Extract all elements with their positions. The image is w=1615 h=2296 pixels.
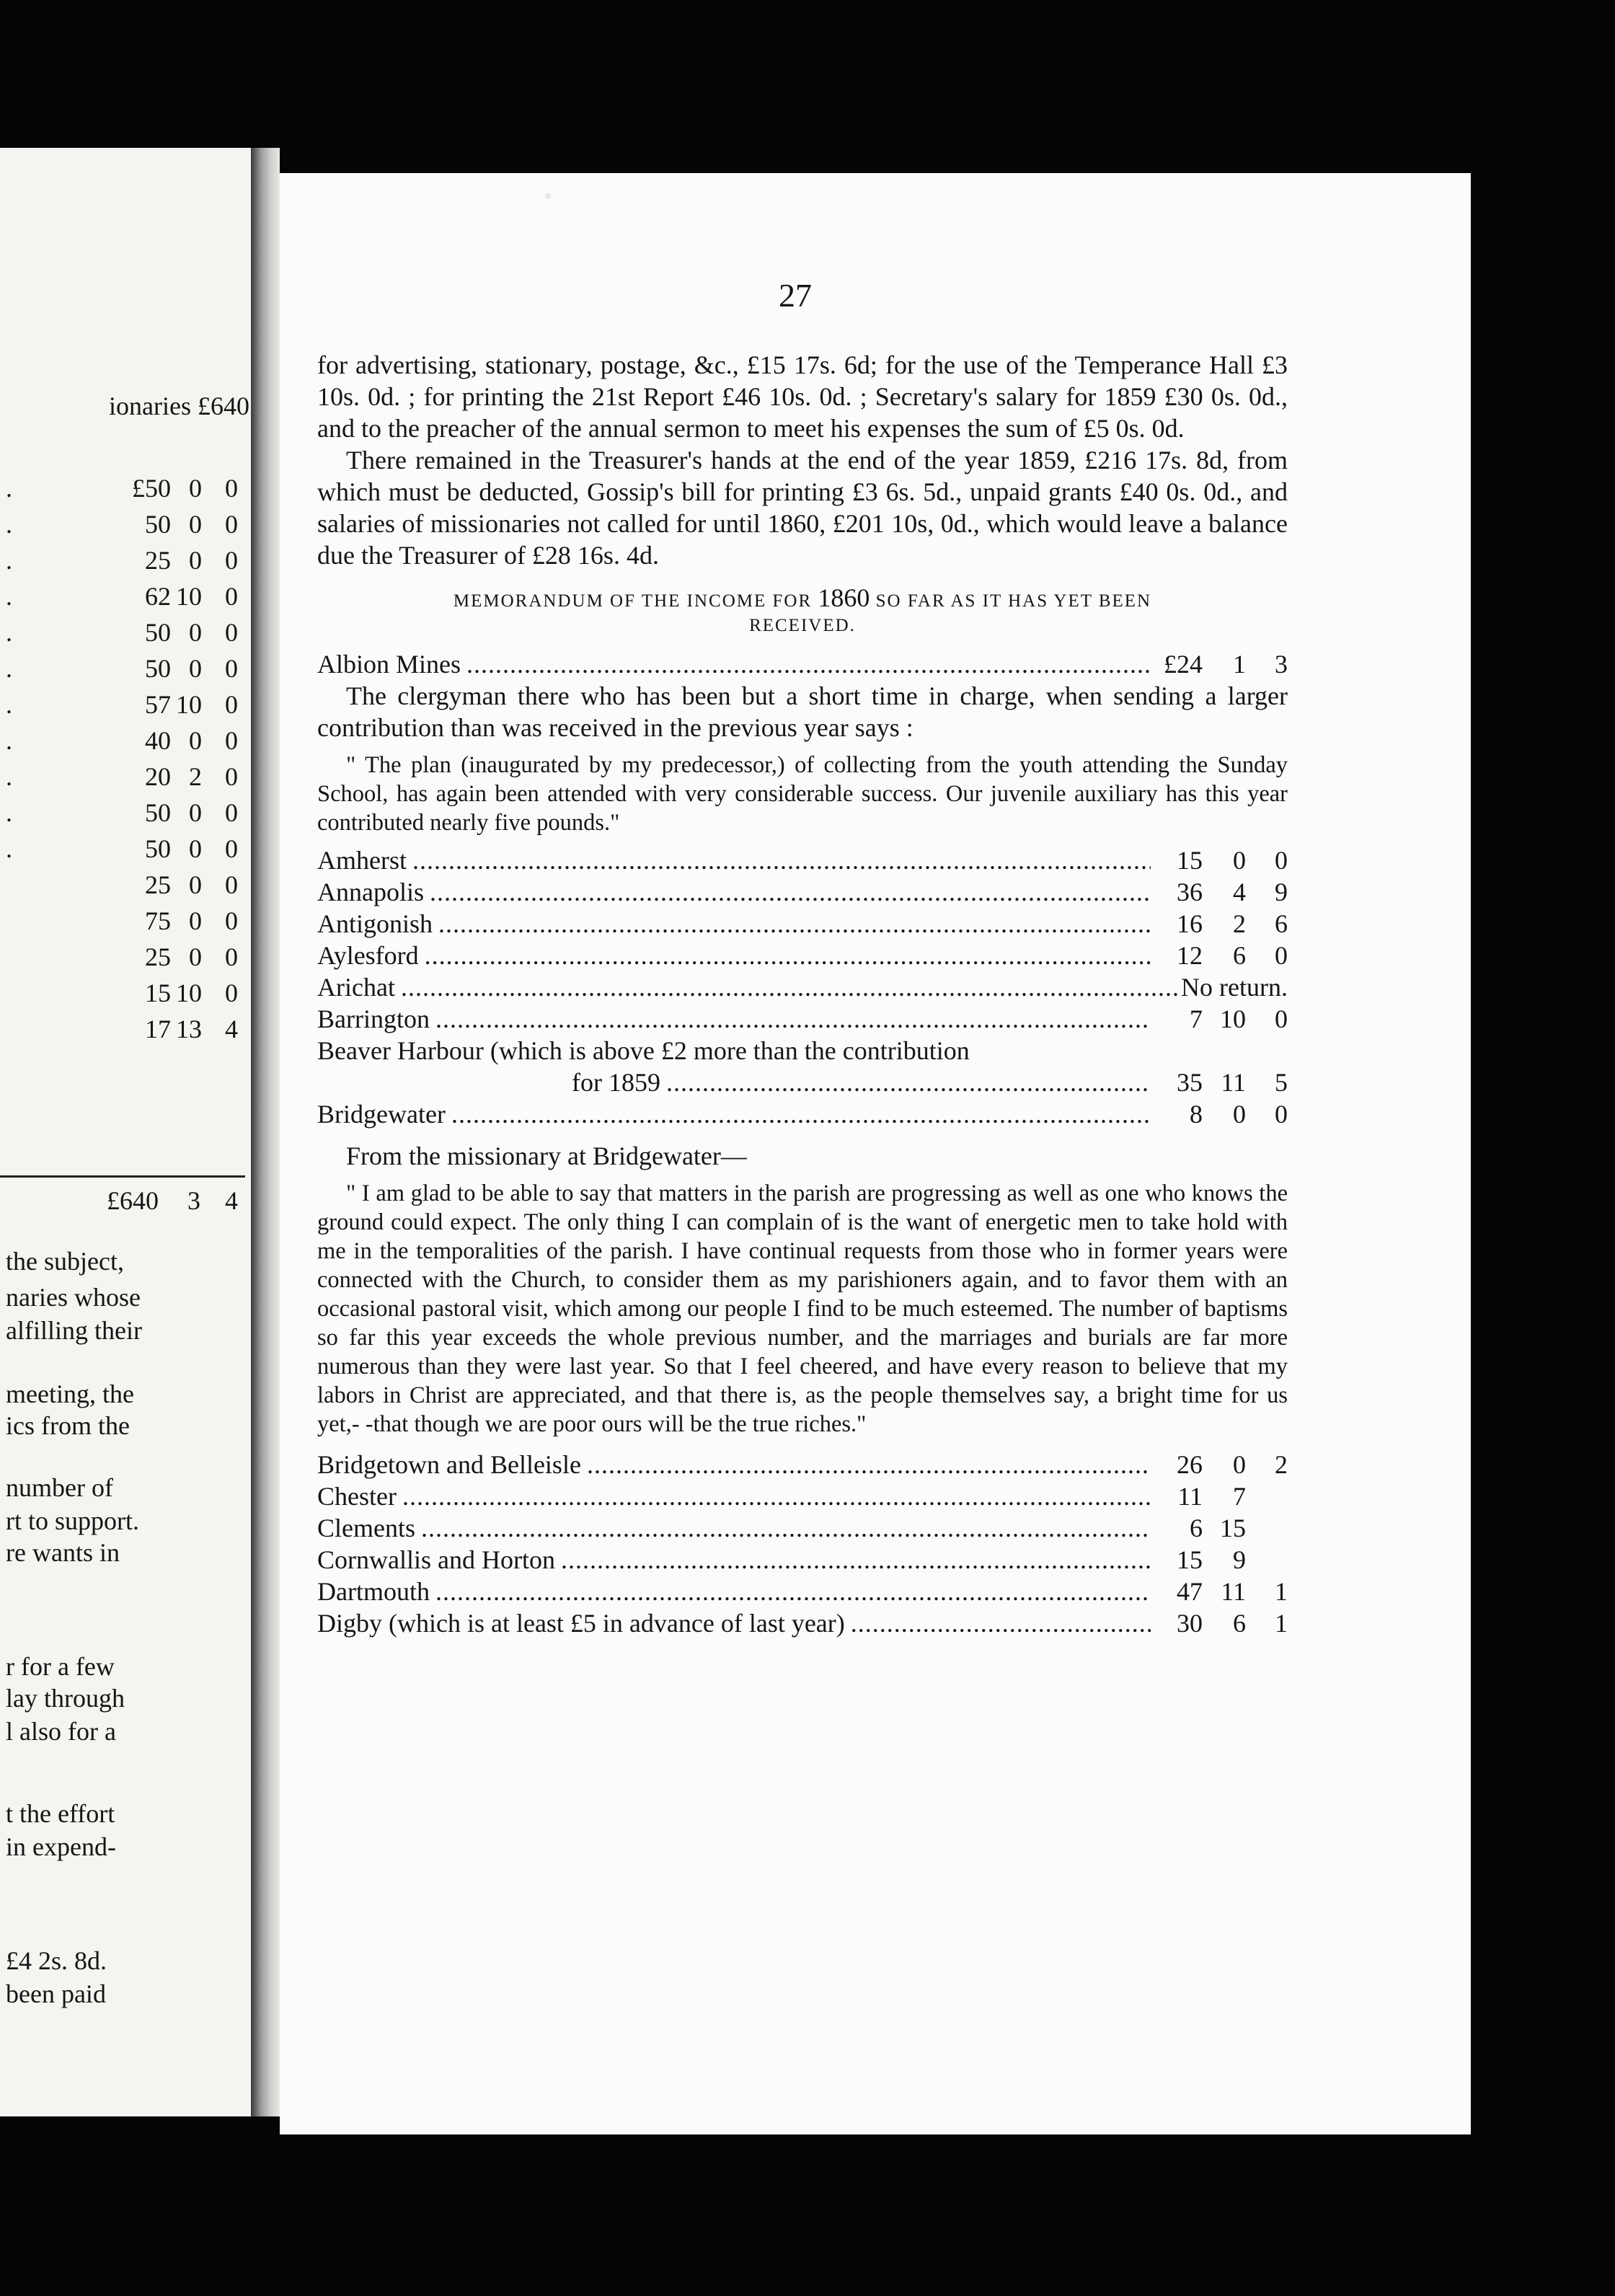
entry-barrington: Barrington ..... 7 10 0: [317, 1003, 1288, 1035]
entry-row: [317, 844, 1288, 876]
entry-bridgewater: Bridgewater ..... 8 0 0: [317, 1098, 1288, 1130]
left-text-fragment: r for a few: [6, 1652, 115, 1681]
left-text-fragment: the subject,: [6, 1247, 124, 1276]
entry-row: [317, 940, 1288, 971]
entries-group-1: [317, 844, 1288, 971]
left-text-fragment: number of: [6, 1473, 113, 1502]
entry-label: Bridgetown and Belleisle: [317, 1450, 581, 1479]
entry-row: [317, 876, 1288, 908]
entry-arichat: Arichat ..... No return.: [317, 971, 1288, 1003]
left-text-fragment: t the effort: [6, 1799, 115, 1828]
clergyman-paragraph: The clergyman there who has been but a short time in charge, when sending a larger contribution than was received in the previous year says :: [317, 681, 1288, 742]
left-text-fragment: lay through: [6, 1684, 125, 1713]
leader-dots: [407, 844, 1151, 876]
entry-row: [317, 1480, 1288, 1512]
page-body: [317, 349, 1288, 1639]
leader-dots: [555, 1544, 1151, 1576]
leader-dots: [415, 1512, 1151, 1544]
speck: [545, 193, 551, 199]
page-number: 27: [779, 277, 812, 314]
leader-dots: [430, 1576, 1151, 1607]
entry-amount: 6 15: [1190, 1514, 1246, 1542]
entry-amount: 15 9: [1177, 1545, 1246, 1574]
paragraph-expenses: for advertising, stationary, postage, &c., £15 17s. 6d; for the use of the Temperance Hall £3 10s. 0d. ; for printing the 21st Report £46 10s. 0d. ; Secretary's salary for 1859 £30 0s. 0d., and to the preacher of the annual sermon to meet his expenses the sum of £5 0s. 0d.: [317, 350, 1288, 443]
left-total-rule: [0, 1175, 245, 1178]
leader-dots: [581, 1449, 1151, 1480]
entry-label: Dartmouth: [317, 1577, 430, 1606]
entry-label: Annapolis: [317, 878, 424, 906]
entries-group-2: [317, 1449, 1288, 1639]
entry-row: [317, 1512, 1288, 1544]
leader-dots: [845, 1607, 1151, 1639]
memorandum-heading: MEMORANDUM OF THE INCOME FOR 1860 SO FAR AS IT HAS YET BEEN RECEIVED.: [453, 583, 1152, 635]
entry-amount: 30 6 1: [1177, 1609, 1288, 1638]
entry-amount: 26 0 2: [1177, 1450, 1288, 1479]
entry-label: Chester: [317, 1482, 397, 1511]
left-text-fragment: ics from the: [6, 1411, 130, 1440]
entry-row: [317, 1576, 1288, 1607]
left-text-fragment: alfilling their: [6, 1316, 142, 1345]
entry-amount: 15 0 0: [1177, 846, 1288, 875]
entry-amount: 36 4 9: [1177, 878, 1288, 906]
entry-label: Cornwallis and Horton: [317, 1545, 555, 1574]
entry-amount: 11 7: [1177, 1482, 1246, 1511]
left-text-fragment: re wants in: [6, 1538, 120, 1567]
left-text-fragment: meeting, the: [6, 1379, 134, 1408]
leader-dots: [424, 876, 1151, 908]
quote-predecessor: " The plan (inaugurated by my predecessor,) of collecting from the youth attending the Sunday School, has again been attended with very considerable success. Our juvenile auxiliary has this year contributed nearly five pounds.": [317, 752, 1288, 836]
entry-row: [317, 1607, 1288, 1639]
left-text-fragment: rt to support.: [6, 1506, 139, 1535]
leader-dots: [660, 1067, 1151, 1098]
entry-albion-mines: Albion Mines ..... £24 1 3: [317, 648, 1288, 680]
entry-label: Antigonish: [317, 909, 433, 938]
leader-dots: [430, 1003, 1151, 1035]
leader-dots: [419, 940, 1151, 971]
entry-row: [317, 908, 1288, 940]
entry-label: Digby (which is at least £5 in advance of last year): [317, 1609, 845, 1638]
quote-bridgewater: " I am glad to be able to say that matters in the parish are progressing as well as one who knows the ground could expect. The only thing I can complain of is the want of energetic men to take hold with me in the temporalities of the parish. I have continual requests from those who in former years were connected with the Church, to consider them as my parishioners again, and to favor them with an occasional pastoral visit, which among our people I find to be much esteemed. The number of baptisms so far this year exceeds the whole previous number, and the marriages and burials are far more numerous than they were last year. So that I feel cheered, and have every reason to believe that my labors in Christ are appreciated, and that there is, as the people themselves say, a bright time for us yet,- -that though we are poor ours will be the true riches.": [317, 1180, 1288, 1437]
entry-label: Amherst: [317, 846, 407, 875]
left-text-fragment: l also for a: [6, 1717, 116, 1746]
left-text-fragment: £4 2s. 8d.: [6, 1946, 107, 1975]
entry-amount: 16 2 6: [1177, 909, 1288, 938]
left-text-fragment: been paid: [6, 1979, 106, 2008]
entry-row: [317, 1449, 1288, 1480]
entry-label: Aylesford: [317, 941, 419, 970]
entry-amount: 12 6 0: [1177, 941, 1288, 970]
left-heading-fragment: ionaries £640: [109, 392, 249, 420]
leader-dots: [395, 971, 1181, 1003]
left-facing-page: ionaries £640 . £50 0 0 . 50 0 0 . 25 0 0 . 62 10 0 . 50 0 0 . 50 0 0 . 57 10 0 . 40 0 0 . 20 2 0 . 50 0 0 . 50 0 0 25 0 0 75 0 0 25 0 0 15 10 0 17 13 4 £640 3 4 the subject, naries whose alfilling their meeting, the ics from the number of rt to support. re wants in r for a few lay through l also for a t the effort in expend- £4 2s. 8d. been paid: [0, 148, 251, 2116]
entry-beaver-harbour: Beaver Harbour (which is above £2 more than the contribution for 1859 ..... 35 11 5: [317, 1035, 1288, 1098]
entry-label: Clements: [317, 1514, 415, 1542]
book-gutter: [251, 148, 280, 2116]
left-text-fragment: in expend-: [6, 1832, 116, 1861]
missionary-intro: From the missionary at Bridgewater—: [346, 1142, 747, 1170]
leader-dots: [461, 648, 1151, 680]
entry-row: [317, 1544, 1288, 1576]
entry-amount: 47 11 1: [1177, 1577, 1288, 1606]
left-text-fragment: naries whose: [6, 1283, 141, 1312]
paragraph-treasurer: There remained in the Treasurer's hands at the end of the year 1859, £216 17s. 8d, from which must be deducted, Gossip's bill for printing £3 6s. 5d., unpaid grants £40 0s. 0d., and salaries of missionaries not called for until 1860, £201 10s, 0d., which would leave a balance due the Treasurer of £28 16s. 4d.: [317, 446, 1288, 570]
leader-dots: [433, 908, 1151, 940]
leader-dots: [397, 1480, 1151, 1512]
leader-dots: [446, 1098, 1151, 1130]
